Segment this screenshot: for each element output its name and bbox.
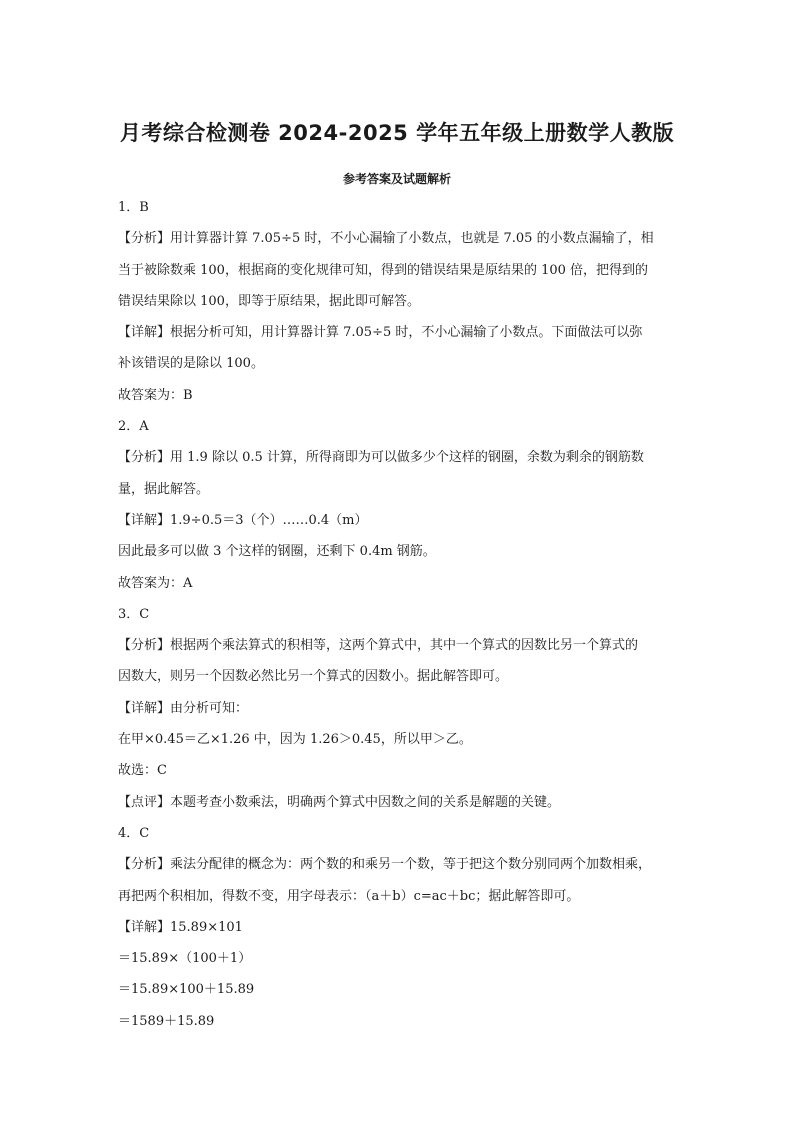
text-line: 4．C (118, 825, 150, 841)
text-line: 因数大，则另一个因数必然比另一个算式的因数小。据此解答即可。 (118, 669, 509, 685)
text-line: 1．B (118, 200, 149, 215)
text-line: 故选：C (118, 763, 167, 779)
page-title: 月考综合检测卷 2024-2025 学年五年级上册数学人教版 (119, 121, 675, 145)
text-line: 补该错误的是除以 100。 (118, 356, 264, 372)
text-line: 【点评】本题考查小数乘法，明确两个算式中因数之间的关系是解题的关键。 (118, 794, 561, 810)
text-line: 故答案为：B (118, 387, 193, 403)
text-line: ＝15.89×100＋15.89 (118, 982, 255, 998)
text-line: 量，据此解答。 (118, 481, 210, 497)
text-line: 【分析】用计算器计算 7.05÷5 时，不小心漏输了小数点，也就是 7.05 的小数点漏输了，相 (118, 231, 654, 247)
text-line: 【详解】根据分析可知，用计算器计算 7.05÷5 时，不小心漏输了小数点。下面做法可以弥 (118, 325, 643, 341)
text-line: 因此最多可以做 3 个这样的钢圈，还剩下 0.4m 钢筋。 (118, 544, 436, 560)
text-line: 【分析】乘法分配律的概念为：两个数的和乘另一个数，等于把这个数分别同两个加数相乘， (118, 857, 652, 873)
text-line: 2．A (118, 419, 149, 435)
text-line: 再把两个积相加，得数不变，用字母表示：（a＋b）c=ac＋bc；据此解答即可。 (118, 888, 580, 904)
text-line: ＝1589＋15.89 (118, 1013, 215, 1029)
text-line: 3．C (118, 606, 150, 622)
text-line: 【详解】由分析可知： (118, 700, 249, 716)
text-line: 错误结果除以 100，即等于原结果，据此即可解答。 (118, 293, 420, 309)
text-line: 【详解】1.9÷0.5＝3（个）……0.4（m） (118, 512, 368, 528)
text-line: 在甲×0.45＝乙×1.26 中，因为 1.26＞0.45，所以甲＞乙。 (118, 732, 472, 748)
text-line: 【分析】根据两个乘法算式的积相等，这两个算式中，其中一个算式的因数比另一个算式的 (118, 638, 639, 654)
text-line: ＝15.89×（100＋1） (118, 951, 252, 967)
answer-body (118, 192, 678, 1037)
text-line: 【详解】15.89×101 (118, 919, 243, 935)
text-line: 【分析】用 1.9 除以 0.5 计算，所得商即为可以做多少个这样的钢圈，余数为剩余的钢筋数 (118, 450, 644, 466)
page-subtitle: 参考答案及试题解析 (342, 172, 451, 186)
text-line: 故答案为：A (118, 575, 193, 591)
text-line: 当于被除数乘 100，根据商的变化规律可知，得到的错误结果是原结果的 100 倍，把得到的 (118, 262, 649, 278)
